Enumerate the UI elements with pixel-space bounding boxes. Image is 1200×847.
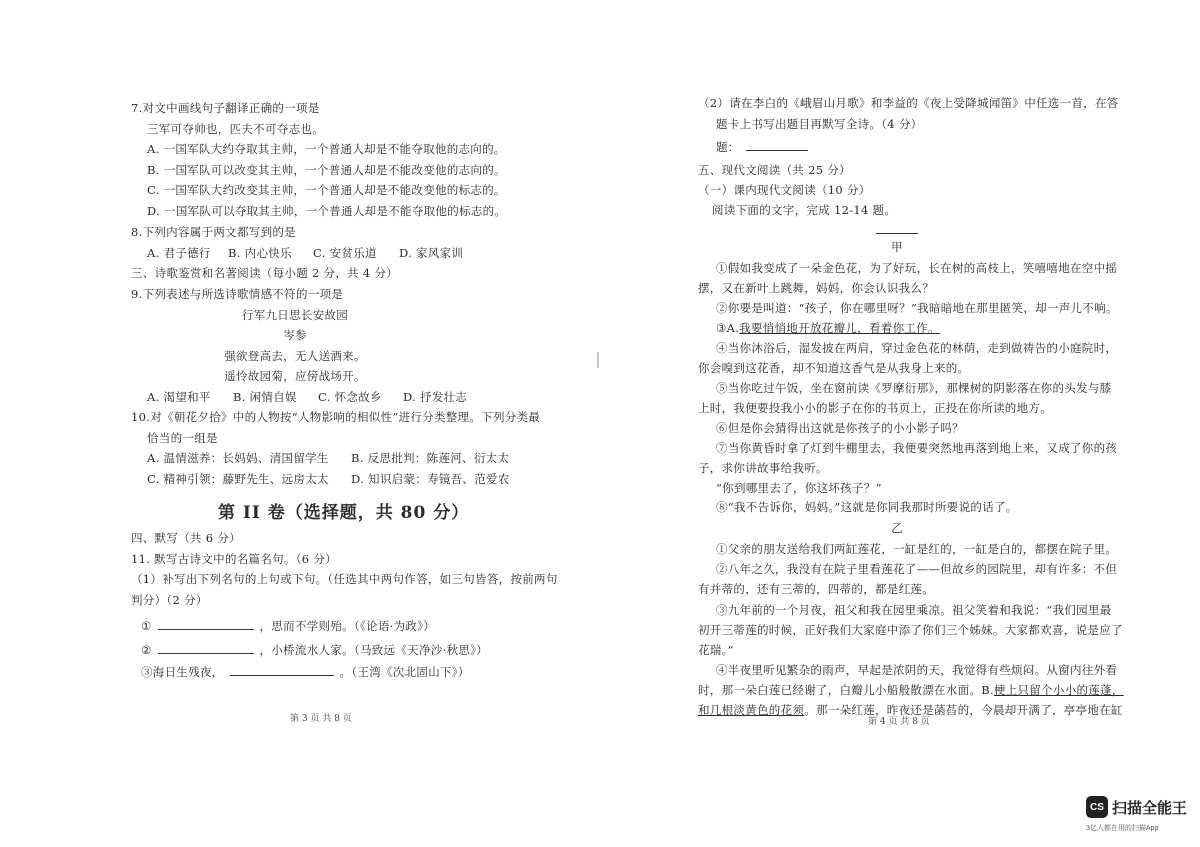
subsection-1-heading: （一）课内现代文阅读（10 分） <box>698 183 871 197</box>
yi-para-4-line-3-text: 。那一朵红莲，昨夜还是菡萏的，今晨却开满了，亭亭地在缸 <box>804 703 1123 717</box>
jia-para-3 <box>716 321 940 336</box>
jia-para-3-underlined-text: 我要悄悄地开放花瓣儿，看着你工作。 <box>739 321 940 335</box>
q11-item-3-text: 。（王湾《次北固山下》） <box>339 665 470 679</box>
q10-option-c: C. 精神引领：藤野先生、远房太太 <box>147 472 329 486</box>
jia-para-2: ②你要是叫道：“孩子，你在哪里呀？”我暗暗地在那里匿笑，却一声儿不响。 <box>716 301 1118 315</box>
jia-para-1-line-1: ①假如我变成了一朵金色花，为了好玩，长在树的高枝上，笑嘻嘻地在空中摇 <box>716 261 1118 275</box>
q10-stem-line-1: 10.对《朝花夕拾》中的人物按“人物影响的相似性”进行分类整理。下列分类最 <box>131 410 541 424</box>
right-page <box>600 0 1200 847</box>
q8-option-b: B. 内心快乐 <box>228 246 292 260</box>
yi-para-3-line-1: ③九年前的一个月夜，祖父和我在园里乘凉。祖父笑着和我说：“我们园里最 <box>716 603 1112 617</box>
q10-stem-line-2: 恰当的一组是 <box>147 431 218 445</box>
q11-sub2-line-1: （2）请在李白的《峨眉山月歌》和李益的《夜上受降城闻笛》中任选一首，在答 <box>698 96 1119 110</box>
watermark-app-name: 扫描全能王 <box>1112 800 1188 817</box>
q9-option-b: B. 闲情自娱 <box>233 390 297 404</box>
q11-item-2-text: ，小桥流水人家。（马致远《天净沙·秋思》） <box>259 643 489 657</box>
q9-option-a: A. 渴望和平 <box>147 390 211 404</box>
jia-para-7-line-2: 子，求你讲故事给我听。 <box>698 461 828 475</box>
section-3-heading: 三、诗歌鉴赏和名著阅读（每小题 2 分，共 4 分） <box>131 266 399 280</box>
q11-item-3-blank[interactable] <box>230 664 334 676</box>
yi-para-4-line-1: ④半夜里听见繁杂的雨声，早起是浓阴的天，我觉得有些烦闷。从窗内往外看 <box>716 663 1118 677</box>
q11-item-1 <box>141 618 435 634</box>
jia-para-1-line-2: 摆，又在新叶上跳舞，妈妈，你会认识我么？ <box>698 281 934 295</box>
camscanner-logo-icon: CS <box>1086 796 1108 818</box>
q10-option-a: A. 温情滋养：长妈妈、清国留学生 <box>147 451 329 465</box>
yi-para-3-line-3: 花瑞。” <box>698 643 734 657</box>
yi-para-3-line-2: 初开三蒂莲的时候，正好我们大家庭中添了你们三个姊妹。大家都欢喜，说是应了 <box>698 623 1123 637</box>
yi-para-1: ①父亲的朋友送给我们两缸莲花，一缸是红的，一缸是白的，都摆在院子里。 <box>716 542 1118 556</box>
jia-para-8: ⑧“我不告诉你，妈妈。”这就是你同我那时所要说的话了。 <box>716 500 1018 514</box>
q9-option-d: D. 抒发壮志 <box>403 390 468 404</box>
jia-para-4-line-2: 你会嗅到这花香，却不知道这香气是从我身上来的。 <box>698 361 970 375</box>
q11-sub2-line-2: 题卡上书写出题目再默写全诗。（4 分） <box>716 117 923 131</box>
poem-line-1: 强欲登高去，无人送酒来。 <box>224 349 366 363</box>
q11-item-3 <box>141 664 470 680</box>
q11-item-1-blank[interactable] <box>158 618 254 630</box>
yi-para-4-line-2 <box>698 683 1124 698</box>
jia-para-5-line-1: ⑤当你吃过午饭，坐在窗前读《罗摩衍那》，那棵树的阴影落在你的头发与膝 <box>716 381 1112 395</box>
q7-quote: 三军可夺帅也，匹夫不可夺志也。 <box>147 122 324 136</box>
q11-sub2-answer <box>716 139 810 155</box>
yi-para-2-line-2: 有并蒂的，还有三蒂的，四蒂的，都是红莲。 <box>698 582 934 596</box>
yi-para-4-underlined-part-2: 和几根淡黄色的花须 <box>698 703 805 717</box>
q11-sub2-answer-blank[interactable] <box>746 139 808 151</box>
passage-jia-title: 甲 <box>891 240 903 254</box>
q7-option-a: A. 一国军队大约夺取其主帅，一个普通人却是不能夺取他的志向的。 <box>147 142 506 156</box>
scanner-watermark <box>1086 796 1198 840</box>
q11-item-2-number: ② <box>141 643 152 657</box>
q7-option-b: B. 一国军队可以改变其主帅，一个普通人却是不能改变他的志向的。 <box>147 163 506 177</box>
jia-para-6: ⑥但是你会猜得出这就是你孩子的小小影子吗？ <box>716 421 964 435</box>
poem-title: 行军九日思长安故园 <box>241 308 349 322</box>
q11-item-3-head: ③海日生残夜， <box>141 665 224 679</box>
jia-para-7-line-1: ⑦当你黄昏时拿了灯到牛棚里去，我便要突然地再落到地上来，又成了你的孩 <box>716 441 1118 455</box>
poem-author: 岑参 <box>283 328 307 342</box>
q7-option-d: D. 一国军队可以夺取其主帅，一个普通人却是不能夺取他的标志的。 <box>147 204 507 218</box>
watermark-tagline: 3亿人都在用的扫描App <box>1086 825 1159 832</box>
yi-para-4-underlined-part-1: 梗上只留个小小的莲蓬， <box>993 683 1124 697</box>
volume-2-title: 第 II 卷（选择题，共 80 分） <box>218 503 470 523</box>
yi-para-4-line-2-text: 时，那一朵白莲已经谢了，白瓣儿小船般散漂在水面。B. <box>698 683 994 697</box>
q9-option-c: C. 怀念故乡 <box>318 390 382 404</box>
q11-sub1-line-1: （1）补写出下列名句的上句或下句。（任选其中两句作答，如三句皆答，按前两句 <box>131 572 558 586</box>
q11-sub1-line-2: 判分）（2 分） <box>131 593 208 607</box>
passage-yi-title: 乙 <box>891 521 903 535</box>
q7-stem: 7.对文中画线句子翻译正确的一项是 <box>131 101 320 115</box>
q11-item-1-number: ① <box>141 619 152 633</box>
jia-para-5-line-2: 上时，我便要投我小小的影子在你的书页上，正投在你所读的地方。 <box>698 401 1052 415</box>
poem-line-2: 遥怜故园菊，应傍战场开。 <box>224 369 366 383</box>
section-4-heading: 四、默写（共 6 分） <box>131 531 241 545</box>
divider-line <box>876 233 918 234</box>
q8-option-d: D. 家风家训 <box>399 246 464 260</box>
reading-instruction: 阅读下面的文字，完成 12-14 题。 <box>712 203 897 217</box>
left-page-footer: 第 3 页 共 8 页 <box>290 714 352 724</box>
page-fold-mark <box>597 352 599 368</box>
q8-option-c: C. 安贫乐道 <box>313 246 377 260</box>
q8-option-a: A. 君子德行 <box>147 246 211 260</box>
jia-para-3-number: ③A. <box>716 321 740 335</box>
q11-sub2-answer-label: 题： <box>716 140 740 154</box>
q8-stem: 8.下列内容属于两文都写到的是 <box>131 225 296 239</box>
q7-option-c: C. 一国军队大约改变其主帅，一个普通人却是不能改变他的标志的。 <box>147 183 506 197</box>
yi-para-2-line-1: ②八年之久，我没有在院子里看莲花了——但故乡的园院里，却有许多：不但 <box>716 562 1118 576</box>
q11-stem: 11. 默写古诗文中的名篇名句。（6 分） <box>131 552 337 566</box>
q9-stem: 9.下列表述与所选诗歌情感不符的一项是 <box>131 287 344 301</box>
q11-item-1-text: ，思而不学则殆。（《论语·为政》） <box>259 619 436 633</box>
right-page-footer: 第 4 页 共 8 页 <box>868 717 930 727</box>
jia-para-4-line-1: ④当你沐浴后，湿发披在两肩，穿过金色花的林荫，走到做祷告的小庭院时， <box>716 341 1118 355</box>
q10-option-b: B. 反思批判：陈莲河、衍太太 <box>351 451 510 465</box>
q10-option-d: D. 知识启蒙：寿镜吾、范爱农 <box>351 472 510 486</box>
q11-item-2-blank[interactable] <box>158 642 254 654</box>
q11-item-2 <box>141 642 488 658</box>
jia-dialogue-line: “你到哪里去了，你这坏孩子？” <box>716 481 882 495</box>
section-5-heading: 五、现代文阅读（共 25 分） <box>698 163 851 177</box>
